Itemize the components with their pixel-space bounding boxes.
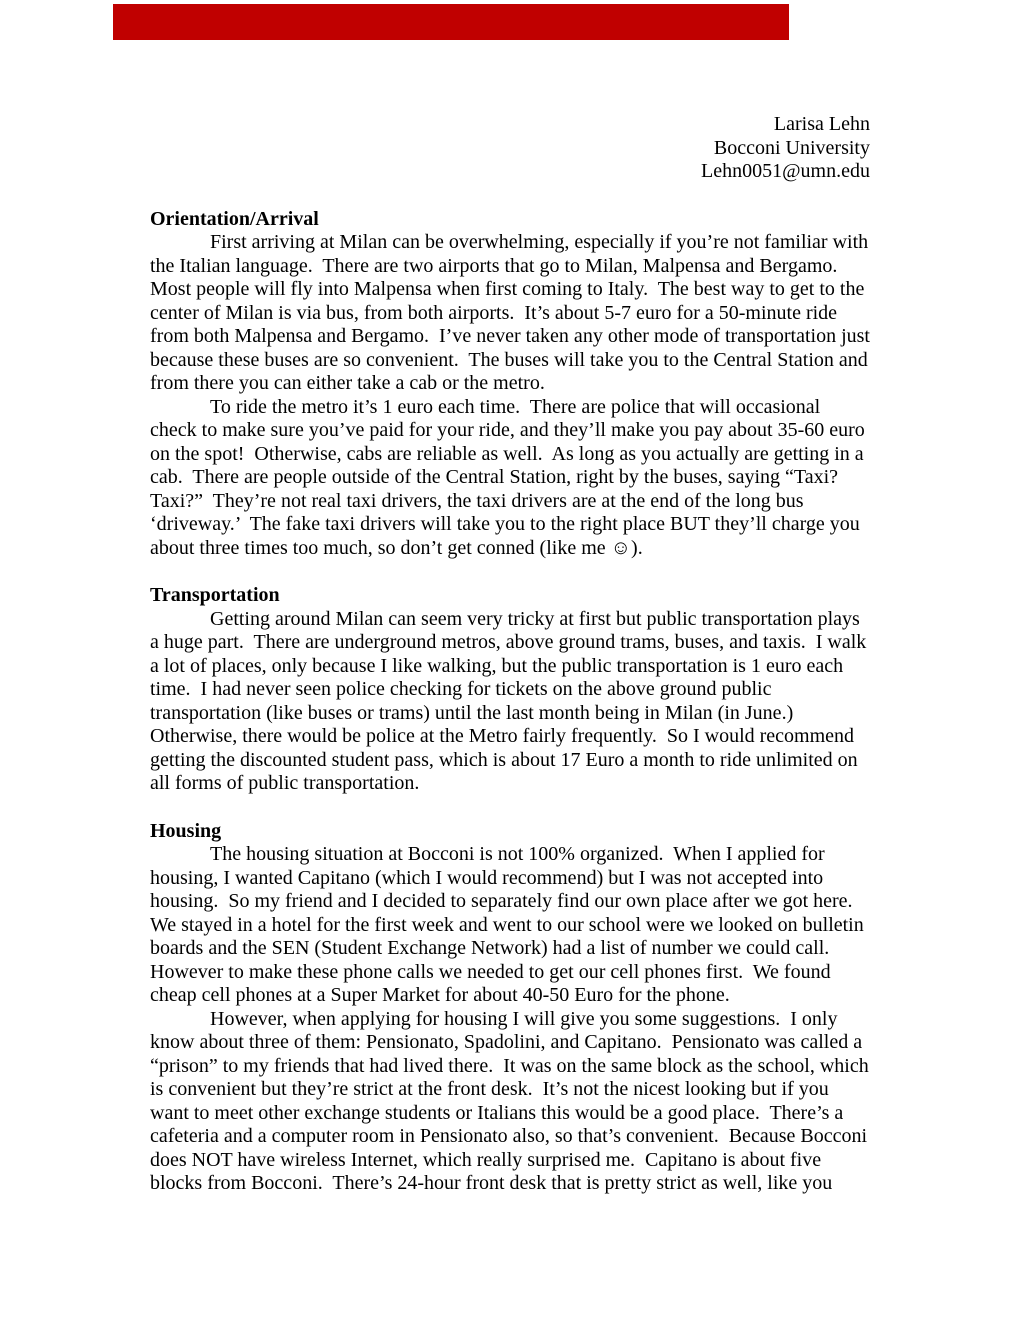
author-university: Bocconi University	[713, 136, 870, 159]
paragraph-transportation-1: Getting around Milan can seem very tricky at first but public transportation plays a huge part. There are underground metros, above ground trams, buses, and taxis. I walk a lot of places, only because I like walking, but the public transportation is 1 euro each time. I had never seen police checking for tickets on the above ground public transportation (like buses or trams) until the last month being in Milan (in June.) Otherwise, there would be police at the Metro fairly frequently. So I would recommend getting the discounted student pass, which is about 17 Euro a month to ride unlimited on all forms of public transportation.	[150, 607, 872, 794]
section-orientation-arrival	[150, 207, 875, 561]
section-heading-transportation: Transportation	[150, 584, 280, 606]
paragraph-housing-1: The housing situation at Bocconi is not 100% organized. When I applied for housing, I wanted Capitano (which I would recommend) but I was not accepted into housing. So my friend and I decided to separately find our own place after we got here. We stayed in a hotel for the first week and went to our school were we looked on bulletin boards and the SEN (Student Exchange Network) had a list of number we could call. However to make these phone calls we needed to get our cell phones first. We found cheap cell phones at a Super Market for about 40-50 Euro for the phone.	[150, 843, 869, 1006]
paragraph-orientation-1: First arriving at Milan can be overwhelming, especially if you’re not familiar with the Italian language. There are two airports that go to Milan, Malpensa and Bergamo. Most people will fly into Malpensa when first coming to Italy. The best way to get to the center of Milan is via bus, from both airports. It’s about 5-7 euro for a 50-minute ride from both Malpensa and Bergamo. I’ve never taken any other mode of transportation just because these buses are so convenient. The buses will take you to the Central Station and from there you can either take a cab or the metro.	[150, 231, 875, 394]
section-transportation	[150, 584, 870, 796]
author-name: Larisa Lehn	[773, 113, 870, 135]
paragraph-orientation-2: To ride the metro it’s 1 euro each time. There are police that will occasional check to make sure you’ve paid for your ride, and they’ll make you pay about 35-60 euro on the spot! Otherwise, cabs are reliable as well. As long as you actually are getting in a cab. There are people outside of the Central Station, right by the buses, saying “Taxi? Taxi?” They’re not real taxi drivers, the taxi drivers are at the end of the long bus ‘driveway.’ The fake taxi drivers will take you to the right place BUT they’ll charge you about three times too much, so don’t get conned (like me ☺).	[150, 395, 870, 559]
header-banner	[113, 4, 789, 40]
section-housing	[150, 819, 874, 1196]
author-block	[150, 113, 870, 184]
section-heading-orientation-arrival: Orientation/Arrival	[150, 207, 319, 230]
paragraph-housing-2: However, when applying for housing I will give you some suggestions. I only know about three of them: Pensionato, Spadolini, and Capitano. Pensionato was called a “prison” to my friends that had lived there. It was on the same block as the school, which is convenient but they’re strict at the front desk. It’s not the nicest looking but if you want to meet other exchange students or Italians this would be a good place. There’s a cafeteria and a computer room in Pensionato also, so that’s convenient. Because Bocconi does NOT have wireless Internet, which really surprised me. Capitano is about five blocks from Bocconi. There’s 24-hour front desk that is pretty strict as well, like you	[150, 1007, 874, 1194]
section-heading-housing: Housing	[150, 819, 222, 842]
author-email: Lehn0051@umn.edu	[701, 160, 870, 182]
